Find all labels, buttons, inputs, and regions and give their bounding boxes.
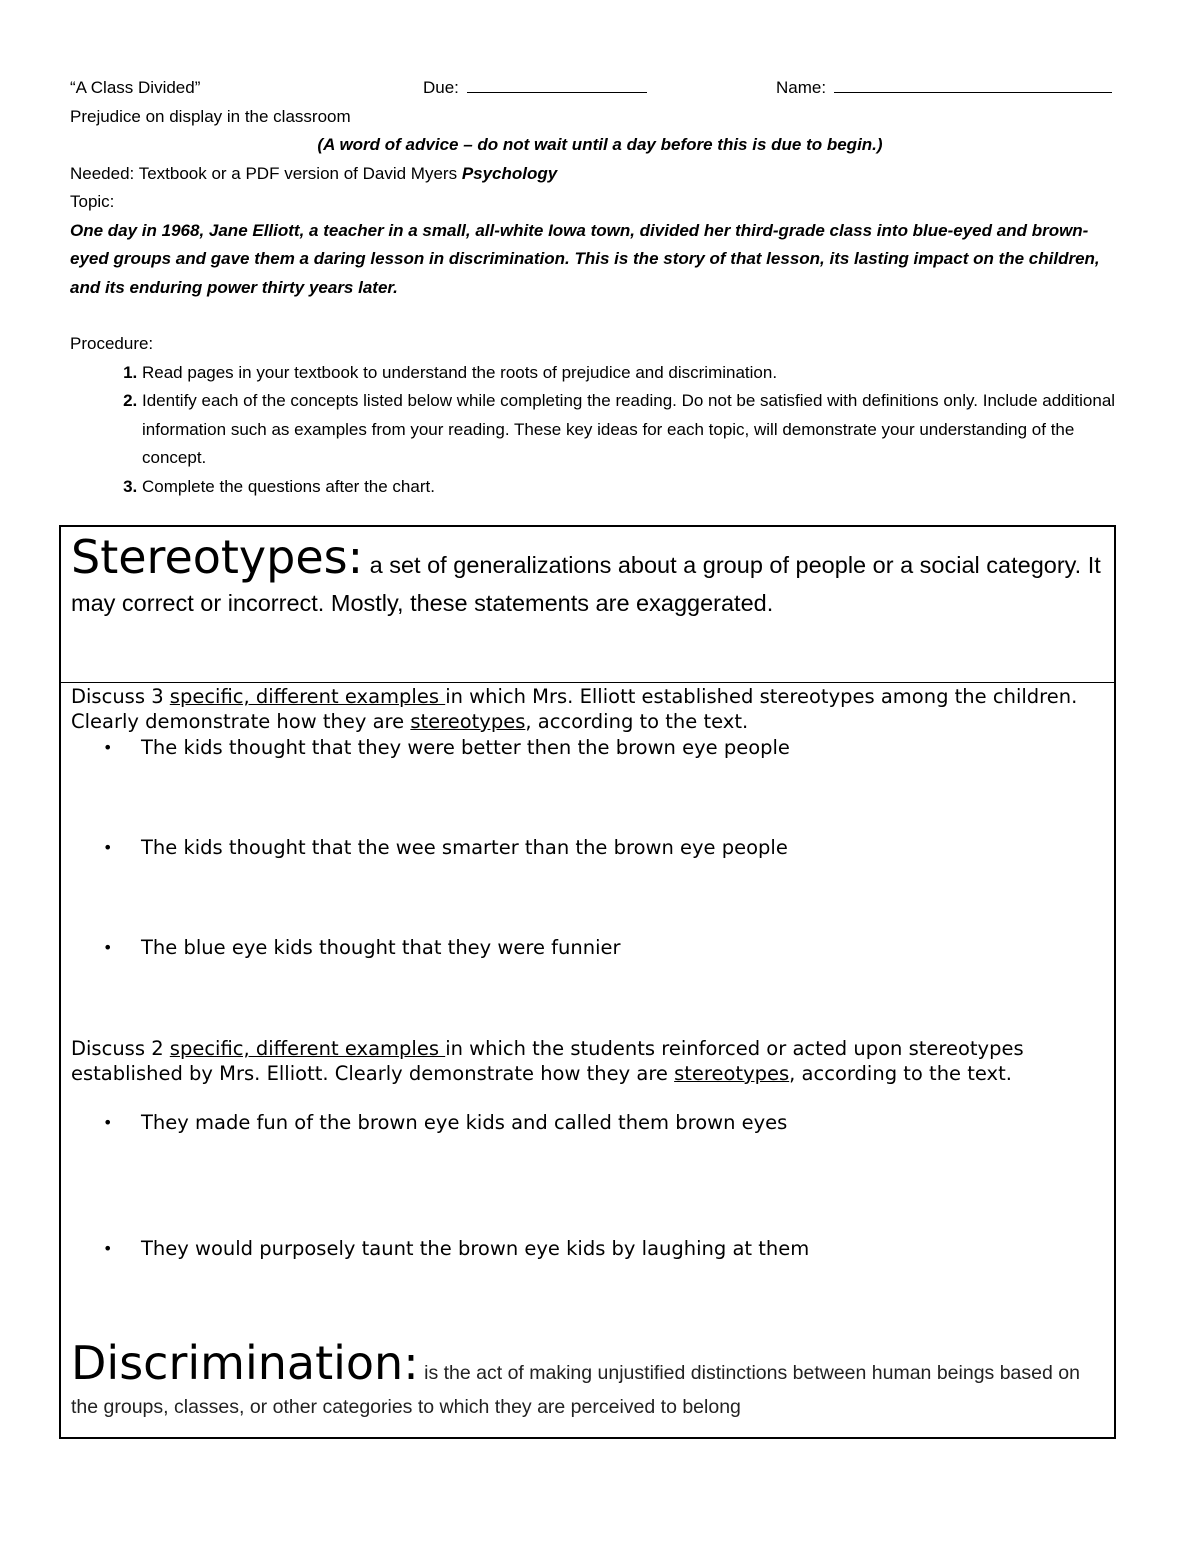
due-blank[interactable] — [467, 74, 647, 93]
topic-text: One day in 1968, Jane Elliott, a teacher in a small, all-white Iowa town, divided her third-grade class into blue-eyed and brown-eyed groups and gave them a daring lesson in discrimination. This is the story of that lesson, its lasting impact on the children, and its enduring power thirty years later. — [70, 220, 1100, 297]
q2-answer-1[interactable]: • They made fun of the brown eye kids and called them brown eyes — [103, 1111, 788, 1134]
procedure-step: 2. Identify each of the concepts listed below while completing the reading. Do not be satisfied with definitions only. Include additional information such as examples from your reading. These key ideas for each topic, will demonstrate your understanding of the concept. — [142, 387, 1130, 473]
stereotypes-heading — [71, 529, 1101, 622]
procedure-step: 1. Read pages in your textbook to understand the roots of prejudice and discrimination. — [142, 359, 1130, 388]
subtitle: Prejudice on display in the classroom — [70, 106, 351, 126]
stereotypes-definition: a set of generalizations about a group of people or a social category. It may correct or incorrect. Mostly, these statements are exaggerated. — [71, 552, 1101, 616]
name-label: Name: — [776, 78, 827, 97]
advice-note: (A word of advice – do not wait until a day before this is due to begin.) — [317, 135, 883, 154]
q2-answer-2[interactable]: • They would purposely taunt the brown eye kids by laughing at them — [103, 1237, 810, 1260]
due-label: Due: — [423, 78, 459, 97]
question-2-prompt: Discuss 2 specific, different examples in which the students reinforced or acted upon stereotypes established by Mrs. Elliott. Clearly demonstrate how they are stereotypes, according to the text. — [71, 1037, 1024, 1085]
q1-answer-1[interactable]: • The kids thought that they were better then the brown eye people — [103, 736, 790, 759]
q1-answer-2[interactable]: • The kids thought that the wee smarter than the brown eye people — [103, 836, 788, 859]
chart-divider — [61, 682, 1114, 683]
discrimination-term: Discrimination: — [71, 1336, 419, 1390]
discrimination-heading — [71, 1335, 1101, 1424]
assignment-title: “A Class Divided” — [70, 78, 201, 97]
procedure-step: 3. Complete the questions after the chart. — [142, 473, 1130, 502]
bullet-icon: • — [103, 1239, 113, 1258]
question-1-prompt: Discuss 3 specific, different examples in which Mrs. Elliott established stereotypes among the children. Clearly demonstrate how they are stereotypes, according to the text. — [71, 685, 1078, 733]
needed-line — [70, 160, 1130, 189]
header-top-row — [70, 74, 1130, 103]
q2-stereotypes-emphasis: stereotypes — [674, 1062, 790, 1085]
name-blank[interactable] — [834, 74, 1112, 93]
procedure-list — [70, 359, 1130, 502]
bullet-icon: • — [103, 838, 113, 857]
concept-chart — [59, 525, 1116, 1439]
stereotypes-term: Stereotypes: — [71, 530, 364, 584]
topic-label: Topic: — [70, 192, 115, 211]
q1-answer-3[interactable]: • The blue eye kids thought that they were funnier — [103, 936, 621, 959]
needed-book: Psychology — [461, 163, 558, 183]
discrimination-definition: is the act of making unjustified distinctions between human beings based on the groups, classes, or other categories to which they are perceived to belong — [71, 1362, 1080, 1418]
due-field — [423, 74, 647, 103]
bullet-icon: • — [103, 938, 113, 957]
worksheet-header — [70, 74, 1130, 501]
bullet-icon: • — [103, 1113, 113, 1132]
q1-emphasis: specific, different examples — [169, 685, 446, 708]
needed-text: Needed: Textbook or a PDF version of David Myers — [70, 163, 462, 183]
q1-stereotypes-emphasis: stereotypes — [410, 710, 526, 733]
name-field — [776, 74, 1112, 103]
q2-emphasis: specific, different examples — [169, 1037, 446, 1060]
bullet-icon: • — [103, 738, 113, 757]
procedure-label: Procedure: — [70, 334, 154, 353]
